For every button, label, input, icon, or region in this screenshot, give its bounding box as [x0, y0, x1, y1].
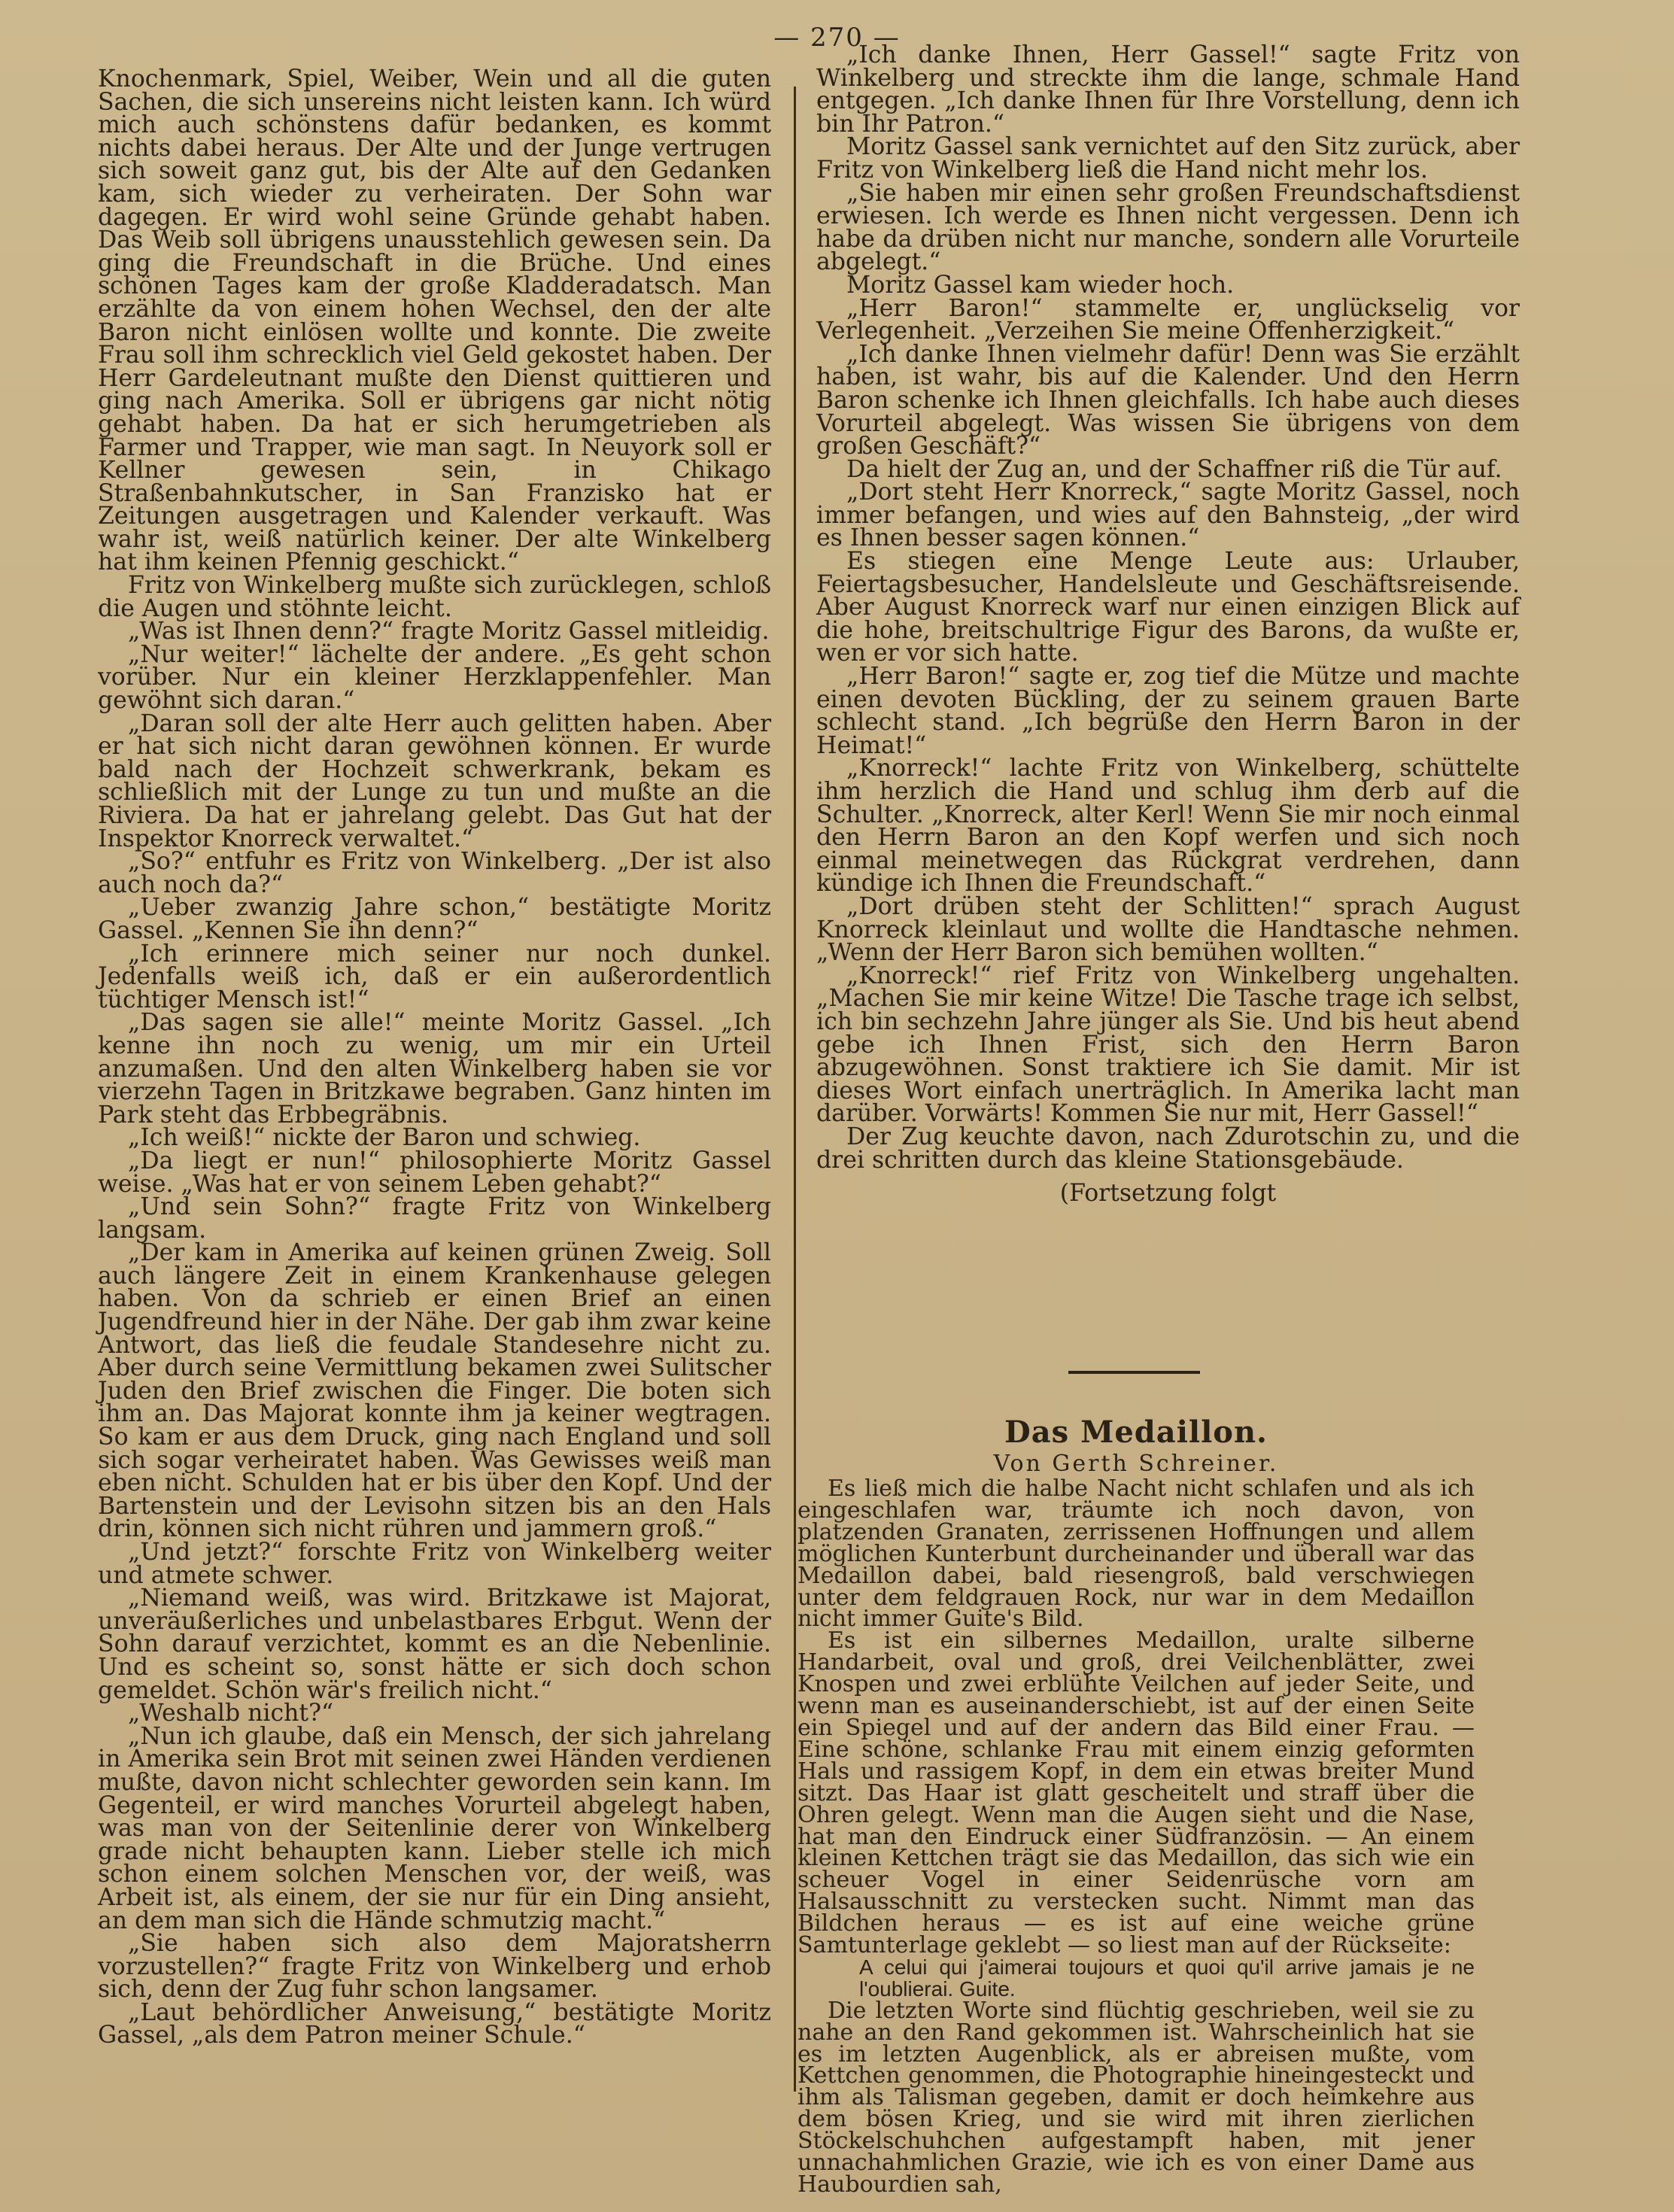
paragraph: „Sie haben mir einen sehr großen Freundschaftsdienst erwiesen. Ich werde es Ihnen nicht vergessen. Denn ich habe da drüben nicht nur manche, sondern alle Vorurteile abgelegt.“ — [816, 179, 1520, 276]
story-body — [798, 1475, 1475, 2198]
paragraph: „Was ist Ihnen denn?“ fragte Moritz Gassel mitleidig. — [128, 618, 770, 646]
paragraph: „Sie haben sich also dem Majoratsherrn vorzustellen?“ fragte Fritz von Winkelberg und erhob sich, denn der Zug fuhr schon langsamer. — [98, 1930, 771, 2004]
paragraph: „Ich danke Ihnen vielmehr dafür! Denn was Sie erzählt haben, ist wahr, bis auf die Kalender. Und den Herrn Baron schenke ich Ihnen gleichfalls. Ich habe auch dieses Vorurteil abgelegt. Was wissen Sie übrigens von dem großen Geschäft?“ — [816, 340, 1520, 460]
paragraph: „Nun ich glaube, daß ein Mensch, der sich jahrelang in Amerika sein Brot mit seinen zwei Händen verdienen mußte, davon nicht schlechter geworden sein kann. Im Gegenteil, er wird manches Vorurteil abgelegt haben, was man von der Seitenlinie derer von Winkelberg grade nicht behaupten kann. Lieber stelle ich mich schon einem solchen Menschen vor, der weiß, was Arbeit ist, als einem, der sie nur für ein Ding ansieht, an dem man sich die Hände schmutzig macht.“ — [98, 1722, 771, 1934]
paragraph: Es ließ mich die halbe Nacht nicht schlafen und als ich eingeschlafen war, träumte ich noch davon, von platzenden Granaten, zerrissenen Hoffnungen und allem möglichen Kunterbunt durcheinander und überall war das Medaillon dabei, bald riesengroß, bald verschwiegen unter dem feldgrauen Rock, nur war in dem Medaillon nicht immer Guite's Bild. — [798, 1475, 1475, 1633]
story-author: Von Gerth Schreiner. — [993, 1451, 1279, 1477]
paragraph: Es ist ein silbernes Medaillon, uralte silberne Handarbeit, oval und groß, drei Veilchenblätter, zwei Knospen und zwei erblühte Veilchen auf jeder Seite, und wenn man es auseinanderschiebt, ist auf der einen Seite ein Spiegel und auf der andern das Bild einer Frau. — Eine schöne, schlanke Frau mit einem einzig geformten Hals und rassigem Kopf, in dem ein etwas breiter Mund sitzt. Das Haar ist glatt gescheitelt und straff über die Ohren gelegt. Wenn man die Augen sieht und die Nase, hat man den Eindruck einer Südfranzösin. — An einem kleinen Kettchen trägt sie das Medaillon, das sich wie ein scheuer Vogel in einer Seidenrüsche vorn am Halsausschnitt zu verstecken sucht. Nimmt man das Bildchen heraus — es ist auf eine weiche grüne Samtunterlage geklebt — so liest man auf der Rückseite: — [798, 1627, 1475, 1959]
paragraph: Moritz Gassel kam wieder hoch. — [846, 271, 1235, 299]
paragraph: „Knorreck!“ rief Fritz von Winkelberg ungehalten. „Machen Sie mir keine Witze! Die Tasche trage ich selbst, ich bin sechzehn Jahre jünger als Sie. Und bis heut abend gebe ich Ihnen Frist, sich den Herrn Baron abzugewöhnen. Sonst traktiere ich Sie damit. Mir ist dieses Wort einfach unerträglich. In Amerika lacht man darüber. Vorwärts! Kommen Sie nur mit, Herr Gassel!“ — [816, 962, 1520, 1128]
page-number: — 270 — — [773, 23, 901, 53]
paragraph: „Da liegt er nun!“ philosophierte Moritz Gassel weise. „Was hat er von seinem Leben gehabt?“ — [98, 1147, 771, 1198]
continued-note: (Fortsetzung folgt — [1059, 1180, 1277, 1208]
paragraph: „Laut behördlicher Anweisung,“ bestätigte Moritz Gassel, „als dem Patron meiner Schule.“ — [98, 1998, 771, 2049]
paragraph: „Und jetzt?“ forschte Fritz von Winkelberg weiter und atmete schwer. — [98, 1539, 771, 1589]
paragraph: Moritz Gassel sank vernichtet auf den Sitz zurück, aber Fritz von Winkelberg ließ die Hand nicht mehr los. — [816, 133, 1520, 184]
paragraph: „So?“ entfuhr es Fritz von Winkelberg. „Der ist also auch noch da?“ — [98, 848, 771, 898]
paragraph: Knochenmark, Spiel, Weiber, Wein und all die guten Sachen, die sich unsereins nicht leisten kann. Ich würd mich auch schönstens dafür bedanken, es kommt nichts dabei heraus. Der Alte und der Junge vertrugen sich soweit ganz gut, bis der Alte auf den Gedanken kam, sich wieder zu verheiraten. Der Sohn war dagegen. Er wird wohl seine Gründe gehabt haben. Das Weib soll übrigens unausstehlich gewesen sein. Da ging die Freundschaft in die Brüche. Und eines schönen Tages kam der große Kladderadatsch. Man erzählte da von einem hohen Wechsel, den der alte Baron nicht einlösen wollte und konnte. Die zweite Frau soll ihm schrecklich viel Geld gekostet haben. Der Herr Gardeleutnant mußte den Dienst quittieren und ging nach Amerika. Soll er übrigens gar nicht nötig gehabt haben. Da hat er sich herumgetrieben als Farmer und Trapper, wie man sagt. In Neuyork soll er Kellner gewesen sein, in Chikago Straßenbahnkutscher, in San Franzisko hat er Zeitungen ausgetragen und Kalender verkauft. Was wahr ist, weiß natürlich keiner. Der alte Winkelberg hat ihm keinen Pfennig geschickt.“ — [98, 65, 771, 576]
paragraph: „Herr Baron!“ sagte er, zog tief die Mütze und machte einen devoten Bückling, der zu seinem grauen Barte schlecht stand. „Ich begrüße den Herrn Baron in der Heimat!“ — [816, 663, 1520, 759]
column-divider — [794, 87, 796, 2092]
paragraph: „Der kam in Amerika auf keinen grünen Zweig. Soll auch längere Zeit in einem Krankenhause gelegen haben. Von da schrieb er einen Brief an einen Jugendfreund hier in der Nähe. Der gab ihm zwar keine Antwort, das ließ die feudale Standesehre nicht zu. Aber durch seine Vermittlung bekamen zwei Sulitscher Juden den Brief zwischen die Finger. Die boten sich ihm an. Das Majorat konnte ihm ja keiner wegtragen. So kam er aus dem Druck, ging nach England und soll sich sogar verheiratet haben. Was Gewisses weiß man eben nicht. Schulden hat er bis über den Kopf. Und der Bartenstein und der Levisohn sitzen bis an den Hals drin, können sich nicht rühren und jammern groß.“ — [98, 1239, 771, 1543]
paragraph: „Ich erinnere mich seiner nur noch dunkel. Jedenfalls weiß ich, daß er ein außerordentlich tüchtiger Mensch ist!“ — [98, 940, 771, 1013]
section-separator — [1068, 1371, 1200, 1374]
left-column — [98, 65, 772, 2049]
paragraph: „Weshalb nicht?“ — [128, 1700, 334, 1727]
paragraph: „Ueber zwanzig Jahre schon,“ bestätigte Moritz Gassel. „Kennen Sie ihn denn?“ — [98, 894, 771, 944]
paragraph: „Ich weiß!“ nickte der Baron und schwieg. — [128, 1124, 641, 1152]
paragraph: „Niemand weiß, was wird. Britzkawe ist Majorat, unveräußerliches und unbelastbares Erbgut. Wenn der Sohn darauf verzichtet, kommt es an die Nebenlinie. Und es scheint so, sonst hätte er sich doch schon gemeldet. Schön wär's freilich nicht.“ — [98, 1585, 771, 1704]
paragraph: „Ich danke Ihnen, Herr Gassel!“ sagte Fritz von Winkelberg und streckte ihm die lange, schmale Hand entgegen. „Ich danke Ihnen für Ihre Vorstellung, denn ich bin Ihr Patron.“ — [816, 41, 1520, 138]
paragraph: „Herr Baron!“ stammelte er, unglückselig vor Verlegenheit. „Verzeihen Sie meine Offenherzigkeit.“ — [816, 294, 1520, 345]
paragraph: Da hielt der Zug an, und der Schaffner riß die Tür auf. — [846, 455, 1502, 483]
paragraph: Fritz von Winkelberg mußte sich zurücklegen, schloß die Augen und stöhnte leicht. — [98, 572, 772, 622]
paragraph: „Und sein Sohn?“ fragte Fritz von Winkelberg langsam. — [98, 1193, 771, 1244]
paragraph: Der Zug keuchte davon, nach Zdurotschin zu, und die drei schritten durch das kleine Stationsgebäude. — [816, 1123, 1520, 1174]
paragraph: „Dort drüben steht der Schlitten!“ sprach August Knorreck kleinlaut und wollte die Handtasche nehmen. „Wenn der Herr Baron sich bemühen wollten.“ — [816, 892, 1520, 967]
right-column — [816, 41, 1520, 1208]
paragraph: A celui qui j'aimerai toujours et quoi qu'il arrive jamais je ne l'oublierai. Guite. — [859, 1955, 1475, 2001]
story-title: Das Medaillon. — [1004, 1414, 1268, 1450]
paragraph: „Daran soll der alte Herr auch gelitten haben. Aber er hat sich nicht daran gewöhnen können. Er wurde bald nach der Hochzeit schwerkrank, bekam es schließlich mit der Lunge zu tun und mußte an die Riviera. Da hat er jahrelang gelebt. Das Gut hat der Inspektor Knorreck verwaltet.“ — [98, 709, 771, 852]
paragraph: „Das sagen sie alle!“ meinte Moritz Gassel. „Ich kenne ihn noch zu wenig, um mir ein Urteil anzumaßen. Und den alten Winkelberg haben sie vor vierzehn Tagen in Britzkawe begraben. Ganz hinten im Park steht das Erbbegräbnis. — [98, 1009, 771, 1129]
paragraph: Es stiegen eine Menge Leute aus: Urlauber, Feiertagsbesucher, Handelsleute und Geschäftsreisende. Aber August Knorreck warf nur einen einzigen Blick auf die hohe, breitschultrige Figur des Barons, da wußte er, wen er vor sich hatte. — [816, 548, 1520, 667]
paragraph: „Nur weiter!“ lächelte der andere. „Es geht schon vorüber. Nur ein kleiner Herzklappenfehler. Man gewöhnt sich daran.“ — [98, 640, 771, 715]
paragraph: „Dort steht Herr Knorreck,“ sagte Moritz Gassel, noch immer befangen, und wies auf den Bahnsteig, „der wird es Ihnen besser sagen können.“ — [816, 479, 1520, 552]
paragraph: „Knorreck!“ lachte Fritz von Winkelberg, schüttelte ihm herzlich die Hand und schlug ihm derb auf die Schulter. „Knorreck, alter Kerl! Wenn Sie mir noch einmal den Herrn Baron an den Kopf werfen und sich noch einmal meinetwegen das Rückgrat verdrehen, dann kündige ich Ihnen die Freundschaft.“ — [816, 755, 1520, 898]
paragraph: Die letzten Worte sind flüchtig geschrieben, weil sie zu nahe an den Rand gekommen ist. Wahrscheinlich hat sie es im letzten Augenblick, als er abreisen mußte, vom Kettchen genommen, die Photographie hineingesteckt und ihm als Talisman gegeben, damit er doch heimkehre aus dem bösen Krieg, und sie wird mit ihren zierlichen Stöckelschuhchen aufgestampft haben, mit jener unnachahmlichen Grazie, wie ich es von einer Dame aus Haubourdien sah, — [798, 1997, 1475, 2198]
